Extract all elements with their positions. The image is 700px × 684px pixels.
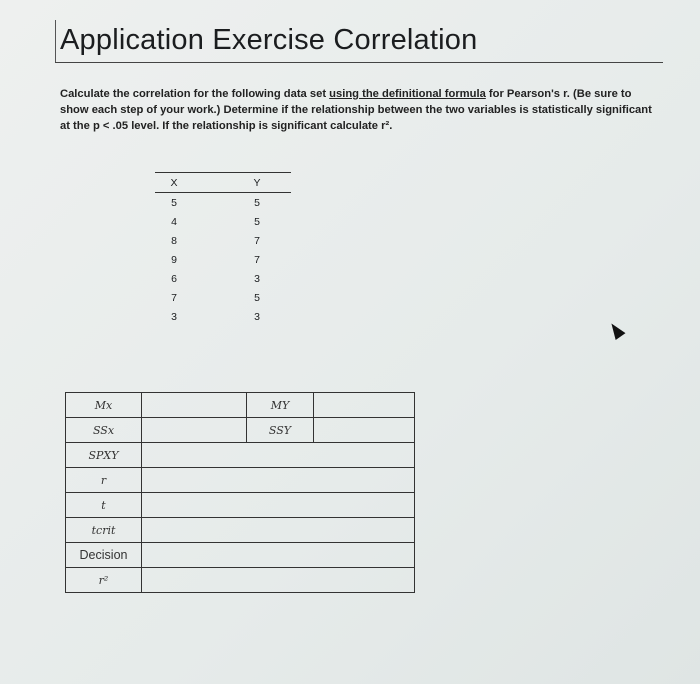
title-divider xyxy=(55,62,663,63)
data-header-row xyxy=(155,173,291,192)
cell-y: 5 xyxy=(254,215,260,228)
cell-y: 7 xyxy=(254,253,260,266)
calc-row xyxy=(66,468,415,493)
label-ssy: SSY xyxy=(247,418,314,443)
instructions-text: Calculate the correlation for the following data set xyxy=(60,88,330,100)
calc-row-ss xyxy=(66,418,415,443)
cell-my[interactable] xyxy=(314,393,415,418)
calc-answer-cell[interactable] xyxy=(142,518,415,543)
calc-row-means xyxy=(66,393,415,418)
data-row xyxy=(155,307,291,326)
instructions-text-2: for Pearson's r. (Be sure to show each step of your work.) Determine if the relationship between the two variables is statistically significant at the p < .05 level. If the relationship is significant calculate r². xyxy=(60,88,652,132)
data-row xyxy=(155,250,291,269)
cell-ssx[interactable] xyxy=(142,418,247,443)
calc-answer-cell[interactable] xyxy=(142,443,415,468)
label-my: MY xyxy=(247,393,314,418)
cell-x: 7 xyxy=(171,291,177,304)
calc-row xyxy=(66,543,415,568)
cell-y: 3 xyxy=(254,310,260,323)
calculation-table xyxy=(65,392,415,593)
calc-label: r² xyxy=(66,568,142,593)
mouse-cursor-icon xyxy=(606,320,625,340)
header-y: Y xyxy=(253,176,261,189)
page-title: Application Exercise Correlation xyxy=(60,24,478,56)
cell-x: 4 xyxy=(171,215,177,228)
label-mx: Mx xyxy=(66,393,142,418)
calc-answer-cell[interactable] xyxy=(142,568,415,593)
instructions-underlined: using the definitional formula xyxy=(329,88,486,100)
label-ssx: SSx xyxy=(66,418,142,443)
calc-answer-cell[interactable] xyxy=(142,493,415,518)
calc-answer-cell[interactable] xyxy=(142,543,415,568)
cell-y: 5 xyxy=(254,291,260,304)
calc-row xyxy=(66,568,415,593)
cell-x: 9 xyxy=(171,253,177,266)
cell-x: 8 xyxy=(171,234,177,247)
calc-row xyxy=(66,443,415,468)
calc-label: r xyxy=(66,468,142,493)
margin-line xyxy=(55,20,56,62)
calc-row xyxy=(66,493,415,518)
calc-row xyxy=(66,518,415,543)
header-x: X xyxy=(170,176,178,189)
calc-label: t xyxy=(66,493,142,518)
cell-ssy[interactable] xyxy=(314,418,415,443)
cell-x: 5 xyxy=(171,196,177,209)
cell-y: 7 xyxy=(254,234,260,247)
data-table xyxy=(155,172,291,326)
cell-y: 5 xyxy=(254,196,260,209)
data-row xyxy=(155,269,291,288)
calc-label: SPXY xyxy=(66,443,142,468)
instructions xyxy=(60,86,660,134)
calc-answer-cell[interactable] xyxy=(142,468,415,493)
data-row xyxy=(155,288,291,307)
data-row xyxy=(155,193,291,212)
cell-x: 3 xyxy=(171,310,177,323)
data-row xyxy=(155,231,291,250)
calc-label: tcrit xyxy=(66,518,142,543)
cell-x: 6 xyxy=(171,272,177,285)
calc-label: Decision xyxy=(66,543,142,568)
cell-y: 3 xyxy=(254,272,260,285)
data-row xyxy=(155,212,291,231)
cell-mx[interactable] xyxy=(142,393,247,418)
